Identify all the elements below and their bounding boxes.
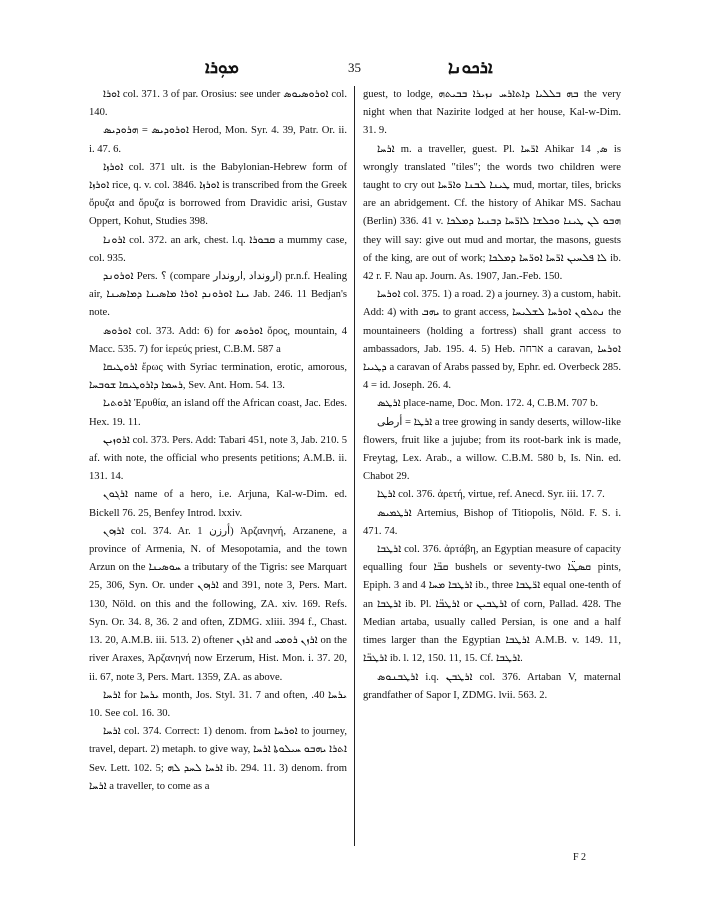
right-running-headword: ܐܪܟܘܢܐ (448, 58, 493, 77)
dictionary-entry: ܐܪܛܣ place-name, Doc. Mon. 172. 4, C.B.M. 707 b. (377, 398, 599, 410)
dictionary-entry: ܐܘܪܘܣ col. 373. Add: 6) for ܐܘܪܘܣ ὄρος, mountain, 4 Macc. 535. 7) for ἱερεύς priest, C.B.M. 587 a (89, 325, 347, 355)
dictionary-entry: ܐܘܪܙܐ col. 371 ult. is the Babylonian-Hebrew form of ܐܘܪܙܐ rice, q. v. col. 3846. ܐܘܪܙܐ is transcribed from the Greek ὄρυζα and ὄρυζα is borrowed from Dravidic arisi, Gustav Oppert, Kohut, Studies 398. (89, 161, 347, 228)
dictionary-entry: ܐܪܘܙܝܢ col. 373. Pers. Add: Tabari 451, note 3, Jab. 210. 5 af. with note, the official who presents petitions; A.M.B. ii. 131. 14. (89, 434, 347, 483)
dictionary-entry: ܐܪܘܛܝܩܐ ἔρως with Syriac termination, erotic, amorous, ܪܚܡܐ ܕܐܪܘܛܝܩܐ ܫܘܒܚܐ, Sev. Ant. Hom. 54. 13. (89, 362, 347, 392)
dictionary-entry: ܐܪܛܒܐ col. 376. ἀρτάβη, an Egyptian measure of capacity equalling four ܩܒ̈ܐ bushels or seventy-two ܩܣܛ̈ܐ pints, Epiph. 3 and 4 ܐܪܛܒܐ ܡܚܐ ib., three ܐܪ̈ܛܒܐ equal one-tenth of an ܐܪܛܒܐ ib. Pl. ܐܪܛܒ̈ܐ or ܐܪܛܒܝܢ of corn, Pallad. 428. The Median artaba, usually called Persian, is one and a half times larger than the Egyptian ܐܪܛܒܐ A.M.B. v. 149. 11, ܐܪܛܒ̈ܐ ib. l. 12, 150. 11, 15. Cf. ܐܪܛܒܐ. (363, 544, 622, 665)
dictionary-entry: ܐܘܪܘܕܝܣ = ܗܪܘܕܝܣ Herod, Mon. Syr. 4. 39, Patr. Or. ii. i. 47. 6. (89, 125, 347, 155)
dictionary-entry: ܐܪܛܐ = أرطى a tree growing in sandy deserts, willow-like flowers, fruit like a jujube; from its root-bark ink is made, Freytag, Lex. Arab., a willow. C.B.M. 580 b, Is. Nin. ed. Chabot 29. (363, 416, 621, 483)
dictionary-entry: ܐܪܓܘܢ name of a hero, i.e. Arjuna, Kal-w-Dim. ed. Bickell 76. 25, Benfey Introd. lxxiv. (89, 489, 347, 519)
left-running-headword: ܡܘܼܪܐ (205, 58, 239, 77)
dictionary-entry: ܐܪܚܐ for ܝܪܚܐ month, Jos. Styl. 31. 7 and often, ܝܪܚܐ 40. 10. See col. 16. 30. (89, 689, 347, 719)
dictionary-entry-continuation: guest, to lodge, ܒܗ ܒܠܠܝܐ ܕܐܬܐܪܚ ܢܙܝܪܐ ܒܒܝܬܗ the very night when that Nazirite lodged at her house, Kal-w-Dim. 31. 9. (363, 89, 621, 137)
dictionary-entry: ܐܪܛܒܢܘܣ i.q. ܐܪܛܒܢ col. 376. Artaban V, maternal grandfather of Sapor I, ZDMG. lvii. 563. 2. (363, 671, 621, 701)
page-header (0, 58, 714, 84)
dictionary-entry: ܐܪܘܬܝܐ Ἐρυθία, an island off the African coast, Jac. Edes. Hex. 19. 11. (89, 398, 347, 428)
dictionary-entry: ܐܘܪܘܢܕ Pers. ؟ (compare ارونداد ,اروندار) pr.n.f. Healing air, ܝܢܐ ܐܘܪܘܢܕ ܐܘܪܐ ܡܐܣܝܢܐ ܕܡܐܣܝܢܐ Jab. 246. 11 Bedjan's note. (89, 271, 347, 319)
right-column (363, 86, 621, 705)
dictionary-entry: ܐܪܚܐ col. 374. Correct: 1) denom. from ܐܘܪܚܐ to journey, travel, depart. 2) metaph. to give way, ܐܬܪܐ ܝܗܒܘ ܚܝܠܘܬܐ ܐܪܚܐ Sev. Lett. 102. 5; ܐܪܚܐ ܠܚܕ ܠܗ ib. 294. 11. 3) denom. from ܐܪܚܐ a traveller, to come as a (89, 726, 348, 792)
left-column (89, 86, 347, 796)
column-divider (354, 86, 355, 846)
dictionary-entry: ܐܪܛܐ col. 376. ἀρετή, virtue, ref. Anecd. Syr. iii. 17. 7. (377, 489, 605, 501)
dictionary-entry: ܐܘܪܚܐ col. 375. 1) a road. 2) a journey. 3) a custom, habit. Add: 4) with ܝܗܒ to grant access, ܢܬܠܘܢ ܐܘܪܚܐ ܠܫܠܝܚܐ the mountaineers (holding a fortress) shall grant access to ambassadors, Jab. 195. 4. 5) Heb. ארחה a caravan, ܐܘܪܚܐ ܕܛܝܝܐ a caravan of Arabs passed by, Ephr. ed. Overbeck 285. 4 = id. Joseph. 26. 4. (363, 289, 622, 392)
printer-signature-mark: F 2 (573, 852, 587, 863)
dictionary-entry: ܐܪܚܐ m. a traveller, guest. Pl. ܐܪ̈ܚܐ Ahikar ܣ, 14 is wrongly translated "tiles"; the words two children were taught to cry out ܛܝܢܐ ܠܒܢܐ ܘܐܪ̈ܚܐ mud, mortar, tiles, bricks are an abridgement. Cf. the history of Ahikar MS. Sachau (Berlin) 336. 41 v. ܗܒܘ ܠܢ ܛܝܢܐ ܘܟܠܫܐ ܠܐܪ̈ܚܐ ܕܒܢܝܐ ܕܡܠܟܐ they will say: give out mud and mortar, the masons, guests of the king, are out of work; ܠܐ ܦܠܚܝܢ ܐܪ̈ܚܐ ܐܘܪ̈ܚܐ ܕܡܠܟܐ ib. 42 r. F. Nau ap. Journ. As. 1907, Jan.-Feb. 150. (363, 143, 621, 283)
dictionary-entry: ܐܪܛܡܝܣ Artemius, Bishop of Titiopolis, Nöld. F. S. i. 471. 74. (363, 507, 621, 537)
dictionary-entry: ܐܘܪܐ col. 371. 3 of par. Orosius: see under ܐܘܪܘܣܝܘܣ col. 140. (89, 89, 347, 119)
dictionary-entry: ܐܪܙܘܢ col. 374. Ar. أرزن 1) Ἀρζανηνή, Arzanene, a province of Armenia, N. of Mesopotamia, and the town Arzun on the ܚܘܣܝܢܐ a tributary of the Tigris: see Marquart 25, 306, Syn. Or. under ܐܪܙܘܢ and 391, note 3, Pers. Mart. 130, Nöld. on this and the following, ZA. xiv. 169. Refs. Syn. Or. 34. 8, 36. 2 and often, ZDMG. xliii. 394 f., Chast. 13. 20, A.M.B. iii. 513. 2) oftener ܐܪܙܢ and ܐܪܙܢ ܪܘܡܝ on the river Araxes, Ἀρζανηνή now Erzerum, Hist. Mon. i. 37. 20, ii. 67, note 3, Pers. Mart. 1359, ZA. as above. (89, 525, 348, 683)
page-number: 35 (348, 60, 361, 75)
dictionary-entry: ܐܪܘܢܐ col. 372. an ark, chest. l.q. ܩܒܘܪܐ a mummy case, col. 935. (89, 234, 347, 264)
